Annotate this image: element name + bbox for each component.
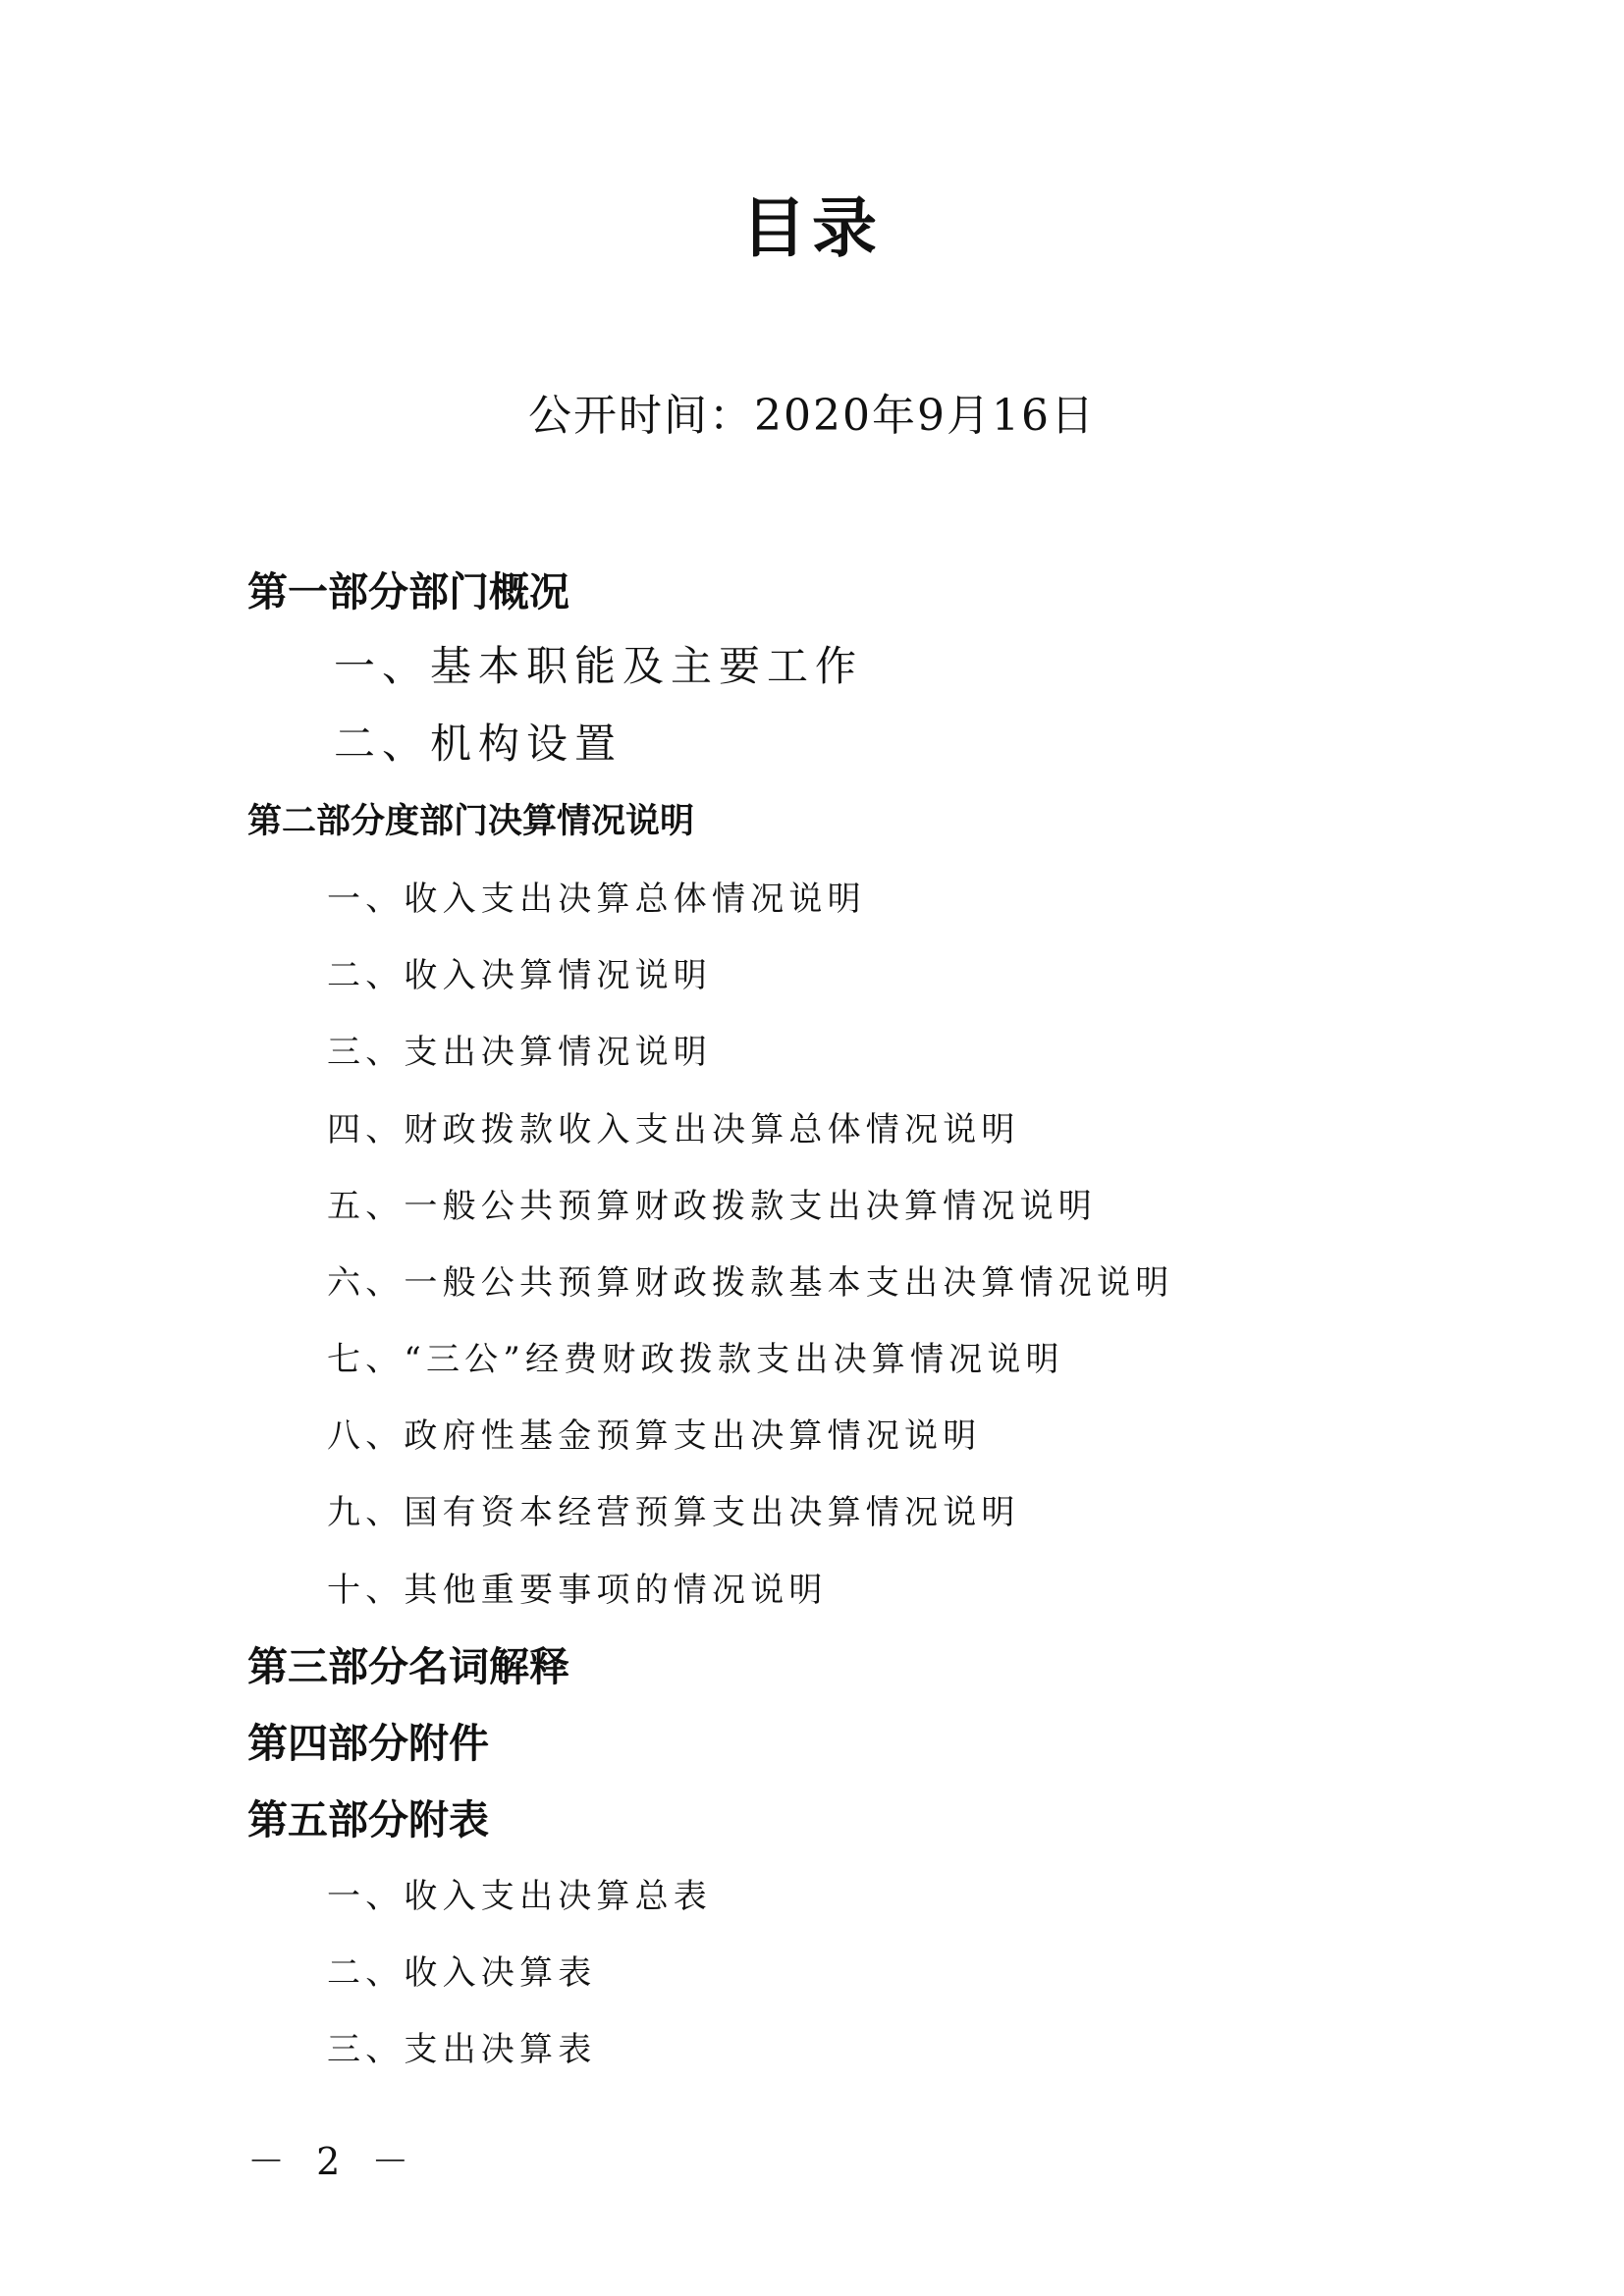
toc-item[interactable]: 一、基本职能及主要工作 <box>334 642 864 690</box>
toc-item[interactable]: 八、政府性基金预算支出决算情况说明 <box>327 1416 982 1456</box>
page-number: － 2 － <box>247 2140 419 2183</box>
toc-item[interactable]: 九、国有资本经营预算支出决算情况说明 <box>327 1493 1020 1532</box>
toc-item[interactable]: 一、收入支出决算总表 <box>327 1877 712 1916</box>
toc-part-3[interactable]: 第三部分名词解释 <box>247 1643 569 1690</box>
toc-item[interactable]: 六、一般公共预算财政拨款基本支出决算情况说明 <box>327 1263 1174 1303</box>
toc-part-1[interactable]: 第一部分部门概况 <box>247 568 569 615</box>
toc-item[interactable]: 四、财政拨款收入支出决算总体情况说明 <box>327 1110 1020 1149</box>
publish-date: 公开时间：2020年9月16日 <box>528 391 1096 441</box>
toc-item[interactable]: 二、收入决算情况说明 <box>327 956 712 995</box>
toc-part-4[interactable]: 第四部分附件 <box>247 1720 489 1767</box>
toc-item[interactable]: 七、“三公”经费财政拨款支出决算情况说明 <box>327 1340 1064 1379</box>
toc-item[interactable]: 三、支出决算表 <box>327 2030 597 2069</box>
toc-item[interactable]: 二、收入决算表 <box>327 1953 597 1993</box>
toc-item[interactable]: 十、其他重要事项的情况说明 <box>327 1571 828 1610</box>
toc-part-2[interactable]: 第二部分度部门决算情况说明 <box>247 802 695 841</box>
toc-item[interactable]: 三、支出决算情况说明 <box>327 1033 712 1072</box>
toc-item[interactable]: 二、机构设置 <box>334 720 623 768</box>
toc-item[interactable]: 五、一般公共预算财政拨款支出决算情况说明 <box>327 1187 1097 1226</box>
page-title: 目录 <box>741 190 883 266</box>
toc-item[interactable]: 一、收入支出决算总体情况说明 <box>327 880 866 919</box>
toc-part-5[interactable]: 第五部分附表 <box>247 1796 489 1843</box>
